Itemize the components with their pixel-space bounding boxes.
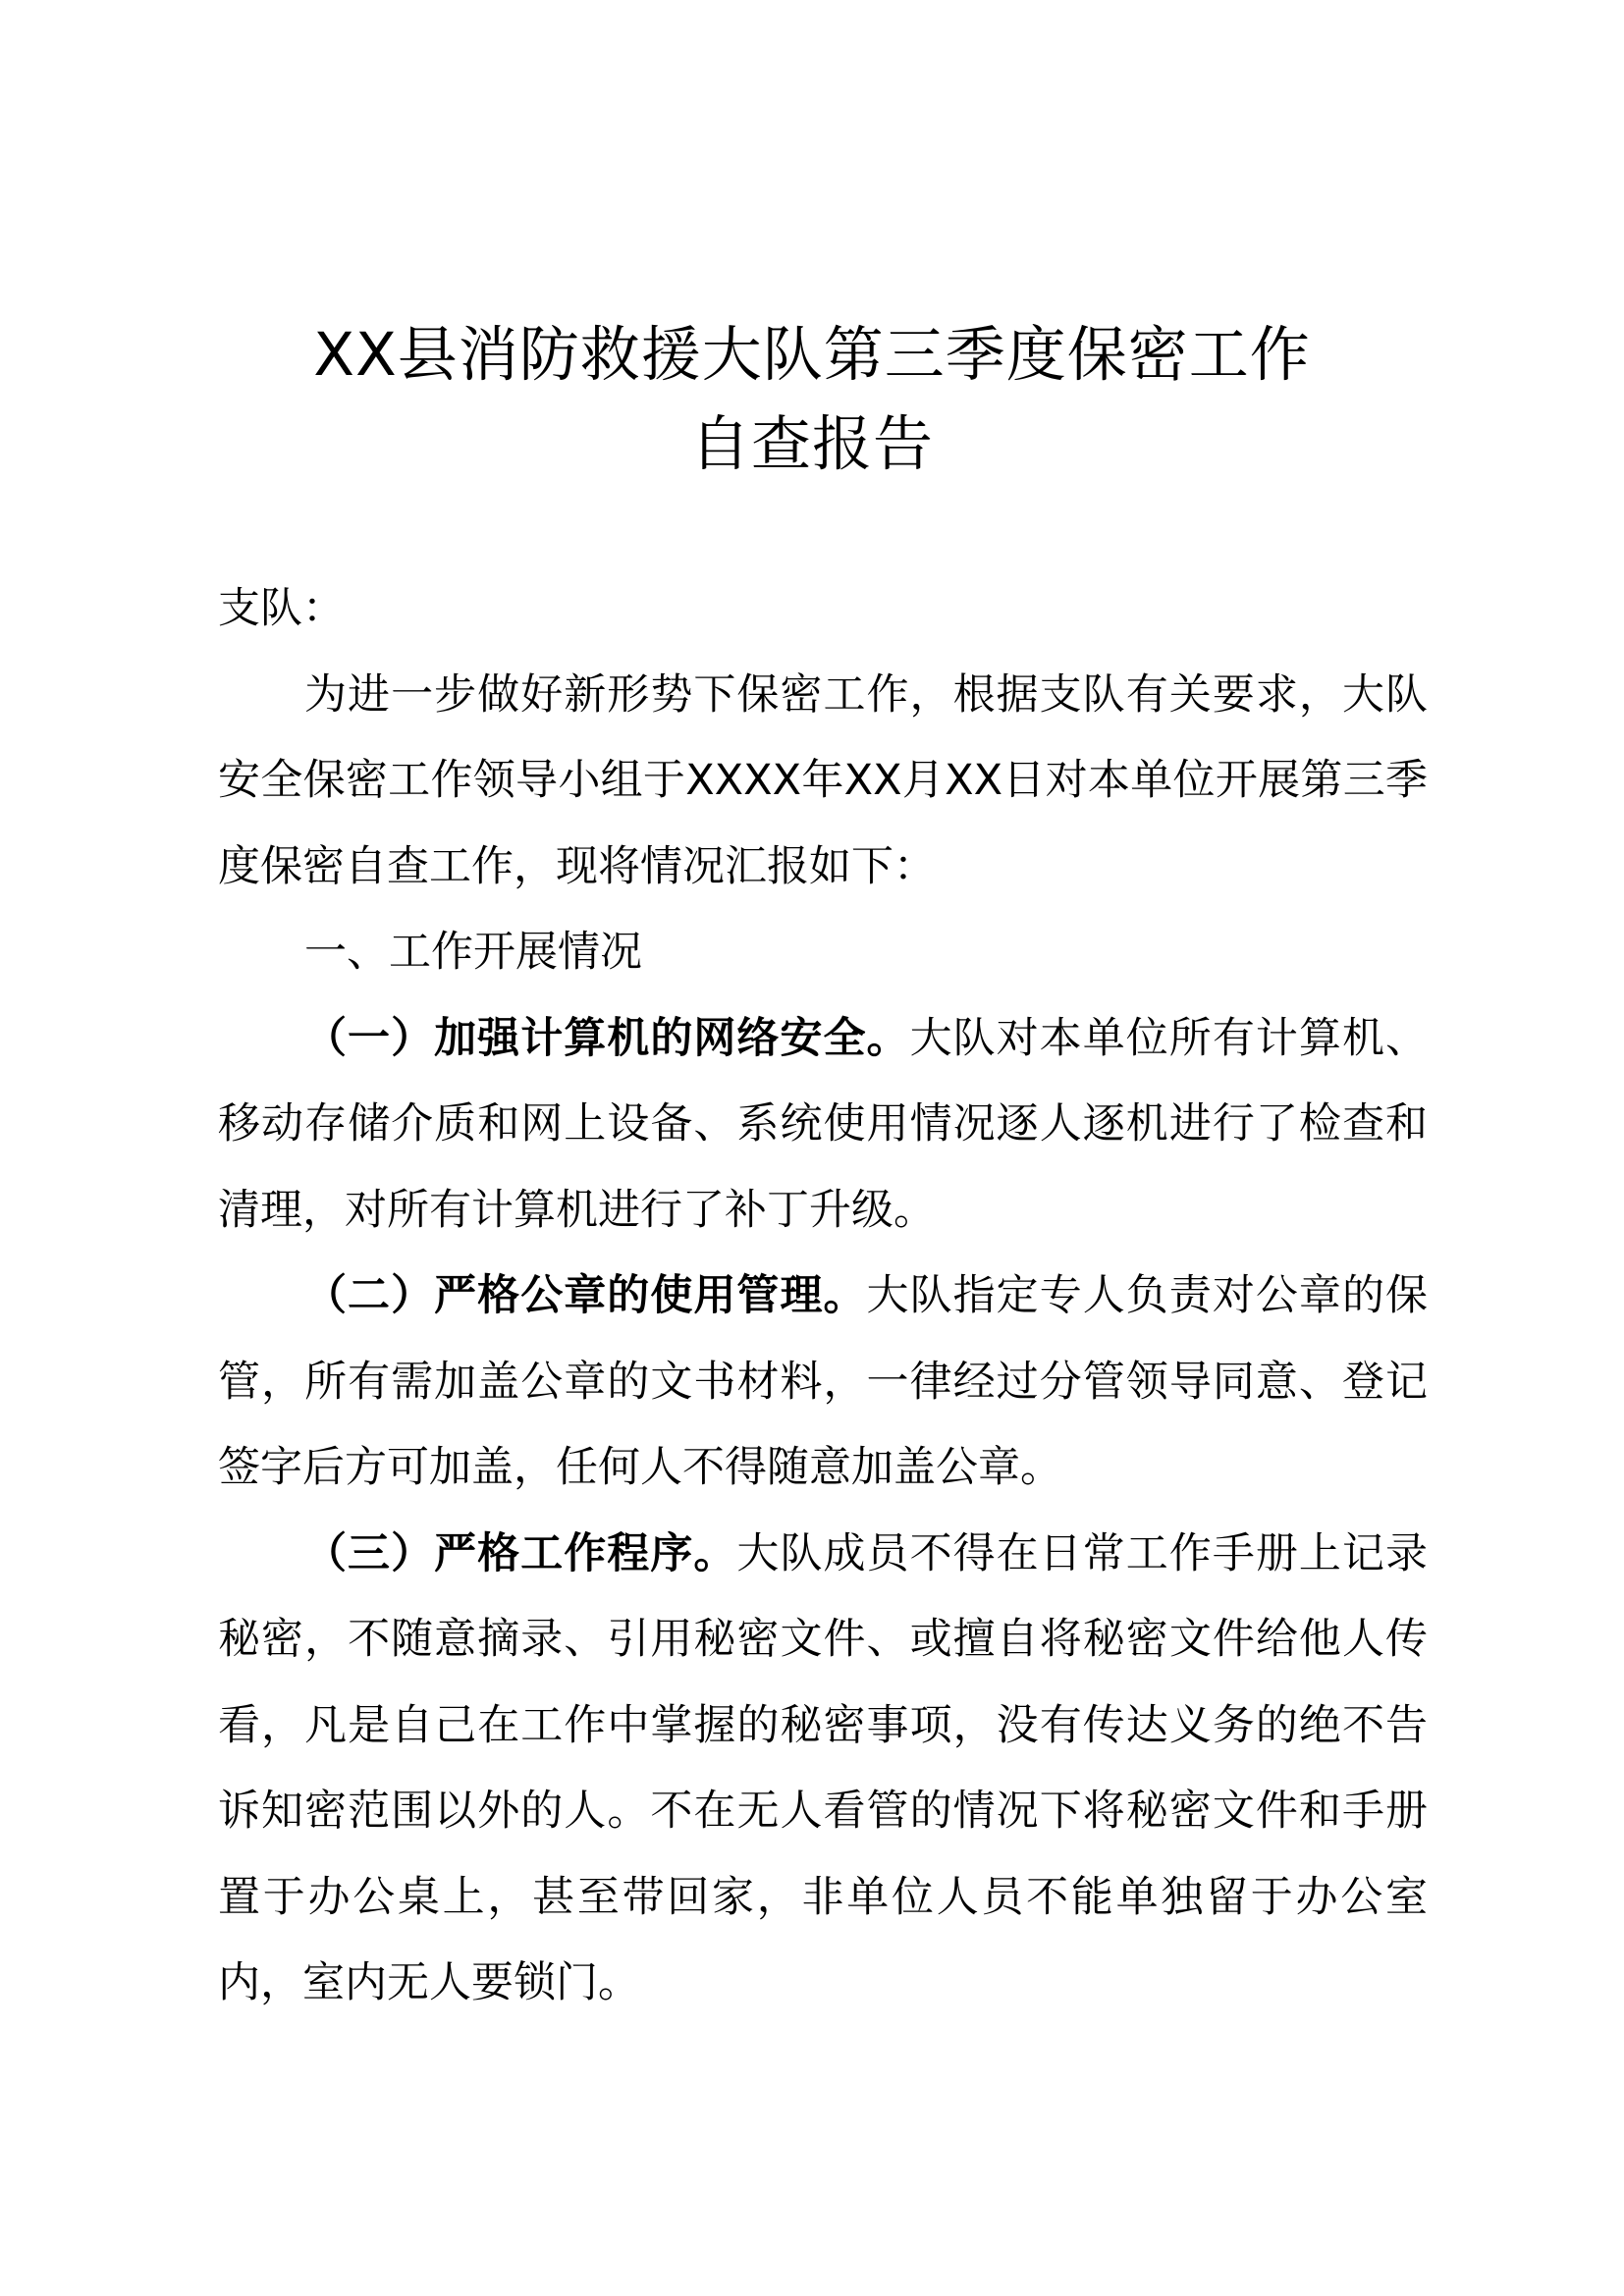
item-text-1: 大队对本单位所有计算机、移动存储介质和网上设备、系统使用情况逐人逐机进行了检查和清理，对所有计算机进行了补丁升级。 (218, 1013, 1429, 1235)
salutation: 支队： (218, 584, 345, 633)
section-heading-1: 一、工作开展情况 (304, 928, 642, 977)
item-heading-2: （二）严格公章的使用管理。 (304, 1271, 867, 1320)
document-title-line-2: 自查报告 (689, 409, 934, 479)
item-paragraph-1 (218, 996, 1428, 1255)
item-paragraph-3 (218, 1512, 1428, 2027)
item-heading-1: （一）加强计算机的网络安全。 (304, 1013, 910, 1063)
document-title-line-1: XX县消防救援大队第三季度保密工作 (313, 320, 1311, 390)
item-paragraph-2 (218, 1254, 1428, 1512)
item-heading-3: （三）严格工作程序。 (304, 1528, 737, 1578)
document-body (218, 566, 1428, 2027)
intro-paragraph: 为进一步做好新形势下保密工作，根据支队有关要求，大队安全保密工作领导小组于XXXX年XX月XX日对本单位开展第三季度保密自查工作，现将情况汇报如下： (218, 669, 1428, 891)
item-text-3: 大队成员不得在日常工作手册上记录秘密，不随意摘录、引用秘密文件、或擅自将秘密文件给他人传看，凡是自己在工作中掌握的秘密事项，没有传达义务的绝不告诉知密范围以外的人。不在无人看管的情况下将秘密文件和手册置于办公桌上，甚至带回家，非单位人员不能单独留于办公室内，室内无人要锁门。 (218, 1528, 1429, 2007)
item-text-2: 大队指定专人负责对公章的保管，所有需加盖公章的文书材料，一律经过分管领导同意、登记签字后方可加盖，任何人不得随意加盖公章。 (218, 1271, 1429, 1492)
